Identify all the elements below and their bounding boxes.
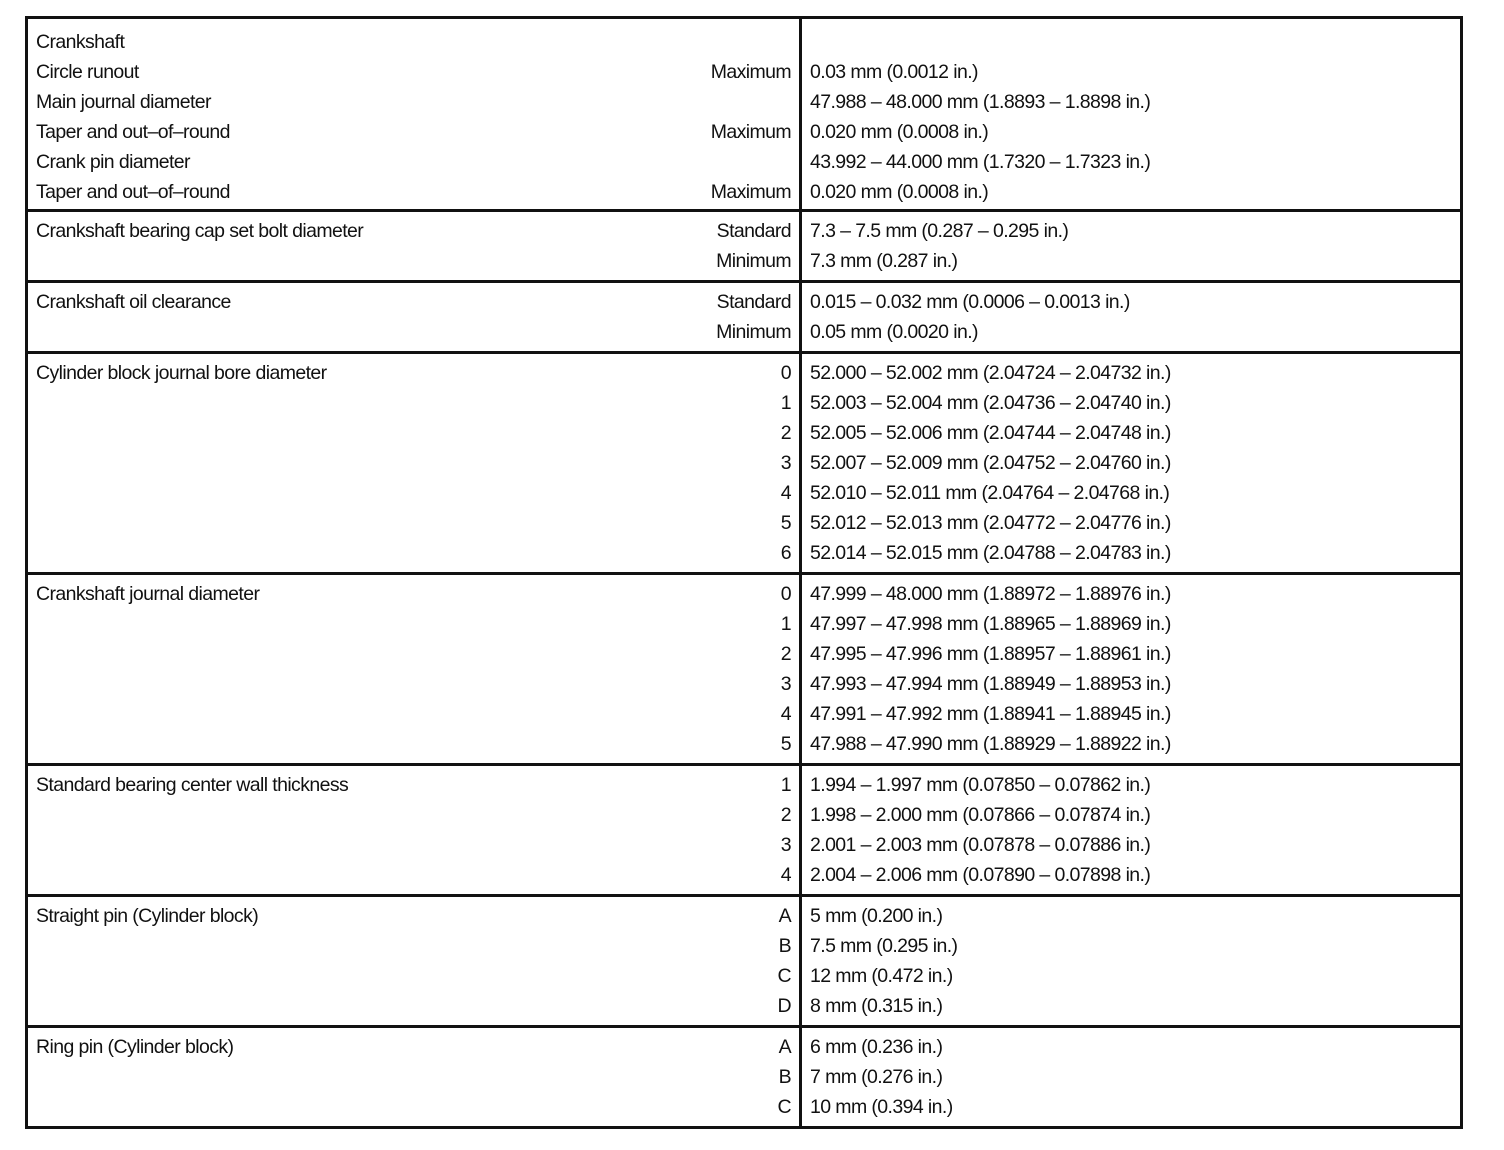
spec-qualifier: Standard xyxy=(716,220,791,242)
spec-label: Taper and out–of–round xyxy=(36,181,230,203)
spec-qualifier: 6 xyxy=(780,542,791,564)
spec-row-label xyxy=(28,117,799,147)
spec-value: 47.995 – 47.996 mm (1.88957 – 1.88961 in.) xyxy=(810,643,1171,665)
section-journal-diameter xyxy=(28,575,1460,766)
spec-label: Standard bearing center wall thickness xyxy=(36,774,349,796)
spec-value: 7.3 – 7.5 mm (0.287 – 0.295 in.) xyxy=(810,220,1069,242)
spec-row-label xyxy=(28,538,799,568)
section-straight-pin xyxy=(28,897,1460,1028)
spec-qualifier: 1 xyxy=(780,613,791,635)
spec-value: 8 mm (0.315 in.) xyxy=(810,995,943,1017)
spec-value: 47.993 – 47.994 mm (1.88949 – 1.88953 in.) xyxy=(810,673,1171,695)
spec-value: 52.014 – 52.015 mm (2.04788 – 2.04783 in.) xyxy=(810,542,1171,564)
spec-row-label xyxy=(28,699,799,729)
spec-row-label xyxy=(28,830,799,860)
spec-label xyxy=(36,609,771,639)
spec-qualifier: 1 xyxy=(780,392,791,414)
spec-value: 52.000 – 52.002 mm (2.04724 – 2.04732 in.) xyxy=(810,362,1171,384)
spec-value xyxy=(802,27,1460,57)
spec-row-label xyxy=(28,931,799,961)
spec-qualifier xyxy=(771,87,791,117)
spec-value: 52.005 – 52.006 mm (2.04744 – 2.04748 in.) xyxy=(810,422,1171,444)
spec-value: 52.010 – 52.011 mm (2.04764 – 2.04768 in.) xyxy=(810,482,1170,504)
spec-row-label xyxy=(28,177,799,207)
section-labels xyxy=(28,897,802,1025)
spec-label xyxy=(36,418,771,448)
spec-row-label xyxy=(28,478,799,508)
spec-label xyxy=(36,1092,771,1122)
spec-label: Crankshaft oil clearance xyxy=(36,291,231,313)
spec-qualifier: C xyxy=(777,1096,791,1118)
spec-qualifier xyxy=(771,27,791,57)
spec-row-label xyxy=(28,991,799,1021)
spec-row-label xyxy=(28,729,799,759)
spec-row-label xyxy=(28,27,799,57)
section-values xyxy=(802,897,1460,1025)
section-crankshaft xyxy=(28,19,1460,212)
spec-row-label xyxy=(28,860,799,890)
spec-label: Crankshaft journal diameter xyxy=(36,583,260,605)
spec-qualifier: Maximum xyxy=(710,181,791,203)
spec-row-label xyxy=(28,770,799,800)
spec-label xyxy=(36,931,771,961)
spec-value: 10 mm (0.394 in.) xyxy=(810,1096,953,1118)
spec-row-label xyxy=(28,579,799,609)
section-values xyxy=(802,283,1460,351)
spec-value: 0.020 mm (0.0008 in.) xyxy=(810,121,989,143)
spec-label xyxy=(36,699,771,729)
spec-label: Ring pin (Cylinder block) xyxy=(36,1036,234,1058)
spec-value: 0.03 mm (0.0012 in.) xyxy=(810,61,978,83)
spec-row-label xyxy=(28,147,799,177)
spec-qualifier: 5 xyxy=(780,733,791,755)
spec-row-label xyxy=(28,317,799,347)
spec-label xyxy=(36,961,771,991)
spec-label: Crank pin diameter xyxy=(36,151,190,173)
section-values xyxy=(802,1028,1460,1126)
spec-row-label xyxy=(28,358,799,388)
section-values xyxy=(802,575,1460,763)
section-values xyxy=(802,212,1460,280)
spec-qualifier: 0 xyxy=(780,362,791,384)
spec-label xyxy=(36,669,771,699)
spec-value: 43.992 – 44.000 mm (1.7320 – 1.7323 in.) xyxy=(810,151,1151,173)
spec-qualifier: 2 xyxy=(780,804,791,826)
spec-qualifier: 0 xyxy=(780,583,791,605)
spec-row-label xyxy=(28,1062,799,1092)
spec-label xyxy=(36,246,716,276)
spec-label: Crankshaft bearing cap set bolt diameter xyxy=(36,220,364,242)
spec-value: 47.997 – 47.998 mm (1.88965 – 1.88969 in.) xyxy=(810,613,1171,635)
section-bearing-cap-bolt xyxy=(28,212,1460,283)
spec-value: 47.988 – 48.000 mm (1.8893 – 1.8898 in.) xyxy=(810,91,1151,113)
spec-value: 47.999 – 48.000 mm (1.88972 – 1.88976 in.) xyxy=(810,583,1171,605)
section-oil-clearance xyxy=(28,283,1460,354)
spec-qualifier: B xyxy=(778,935,791,957)
spec-qualifier: Minimum xyxy=(716,250,791,272)
spec-qualifier: 4 xyxy=(780,703,791,725)
spec-row-label xyxy=(28,57,799,87)
spec-qualifier: Maximum xyxy=(710,61,791,83)
spec-qualifier xyxy=(771,147,791,177)
spec-qualifier: 2 xyxy=(780,643,791,665)
spec-row-label xyxy=(28,639,799,669)
spec-row-label xyxy=(28,961,799,991)
section-labels xyxy=(28,575,802,763)
spec-row-label xyxy=(28,901,799,931)
spec-qualifier: 4 xyxy=(780,864,791,886)
spec-label: Cylinder block journal bore diameter xyxy=(36,362,327,384)
spec-label: Circle runout xyxy=(36,61,139,83)
spec-qualifier: 2 xyxy=(780,422,791,444)
spec-value: 1.994 – 1.997 mm (0.07850 – 0.07862 in.) xyxy=(810,774,1151,796)
spec-value: 7.3 mm (0.287 in.) xyxy=(810,250,958,272)
spec-row-label xyxy=(28,1032,799,1062)
spec-label: Straight pin (Cylinder block) xyxy=(36,905,259,927)
spec-row-label xyxy=(28,669,799,699)
spec-value: 47.991 – 47.992 mm (1.88941 – 1.88945 in.) xyxy=(810,703,1171,725)
spec-qualifier: D xyxy=(777,995,791,1017)
spec-value: 47.988 – 47.990 mm (1.88929 – 1.88922 in.) xyxy=(810,733,1171,755)
section-values xyxy=(802,354,1460,572)
spec-qualifier: Standard xyxy=(716,291,791,313)
spec-label xyxy=(36,508,771,538)
spec-label: Taper and out–of–round xyxy=(36,121,230,143)
spec-value: 7.5 mm (0.295 in.) xyxy=(810,935,958,957)
spec-row-label xyxy=(28,800,799,830)
section-ring-pin xyxy=(28,1028,1460,1129)
spec-value: 0.015 – 0.032 mm (0.0006 – 0.0013 in.) xyxy=(810,291,1130,313)
spec-row-label xyxy=(28,1092,799,1122)
spec-qualifier: 5 xyxy=(780,512,791,534)
spec-row-label xyxy=(28,287,799,317)
spec-label: Main journal diameter xyxy=(36,91,211,113)
spec-qualifier: A xyxy=(778,905,791,927)
spec-table xyxy=(25,16,1463,1129)
spec-value: 6 mm (0.236 in.) xyxy=(810,1036,943,1058)
spec-qualifier: A xyxy=(778,1036,791,1058)
spec-qualifier: Maximum xyxy=(710,121,791,143)
spec-label xyxy=(36,1062,771,1092)
spec-label xyxy=(36,448,771,478)
section-values xyxy=(802,19,1460,209)
spec-value: 0.020 mm (0.0008 in.) xyxy=(810,181,989,203)
section-labels xyxy=(28,1028,802,1126)
spec-qualifier: 3 xyxy=(780,452,791,474)
spec-row-label xyxy=(28,609,799,639)
spec-label xyxy=(36,830,771,860)
spec-label xyxy=(36,478,771,508)
spec-label xyxy=(36,729,771,759)
spec-label xyxy=(36,317,716,347)
spec-qualifier: 4 xyxy=(780,482,791,504)
section-labels xyxy=(28,354,802,572)
spec-label xyxy=(36,538,771,568)
spec-value: 12 mm (0.472 in.) xyxy=(810,965,953,987)
spec-value: 2.001 – 2.003 mm (0.07878 – 0.07886 in.) xyxy=(810,834,1151,856)
spec-qualifier: C xyxy=(777,965,791,987)
spec-qualifier: B xyxy=(778,1066,791,1088)
section-labels xyxy=(28,283,802,351)
section-labels xyxy=(28,212,802,280)
spec-row-label xyxy=(28,508,799,538)
section-journal-bore xyxy=(28,354,1460,575)
spec-value: 52.003 – 52.004 mm (2.04736 – 2.04740 in.) xyxy=(810,392,1171,414)
spec-value: 1.998 – 2.000 mm (0.07866 – 0.07874 in.) xyxy=(810,804,1151,826)
spec-qualifier: 3 xyxy=(780,673,791,695)
spec-label xyxy=(36,388,771,418)
spec-label: Crankshaft xyxy=(36,31,125,53)
spec-row-label xyxy=(28,448,799,478)
spec-label xyxy=(36,991,771,1021)
section-labels xyxy=(28,766,802,894)
spec-value: 52.012 – 52.013 mm (2.04772 – 2.04776 in.) xyxy=(810,512,1171,534)
spec-label xyxy=(36,639,771,669)
spec-value: 5 mm (0.200 in.) xyxy=(810,905,943,927)
spec-label xyxy=(36,860,771,890)
section-labels xyxy=(28,19,802,209)
spec-row-label xyxy=(28,246,799,276)
spec-value: 0.05 mm (0.0020 in.) xyxy=(810,321,978,343)
spec-qualifier: 1 xyxy=(780,774,791,796)
spec-qualifier: Minimum xyxy=(716,321,791,343)
spec-row-label xyxy=(28,418,799,448)
spec-value: 7 mm (0.276 in.) xyxy=(810,1066,943,1088)
spec-label xyxy=(36,800,771,830)
spec-qualifier: 3 xyxy=(780,834,791,856)
section-bearing-wall xyxy=(28,766,1460,897)
spec-value: 52.007 – 52.009 mm (2.04752 – 2.04760 in.) xyxy=(810,452,1171,474)
spec-row-label xyxy=(28,87,799,117)
spec-value: 2.004 – 2.006 mm (0.07890 – 0.07898 in.) xyxy=(810,864,1151,886)
spec-row-label xyxy=(28,388,799,418)
section-values xyxy=(802,766,1460,894)
spec-row-label xyxy=(28,216,799,246)
